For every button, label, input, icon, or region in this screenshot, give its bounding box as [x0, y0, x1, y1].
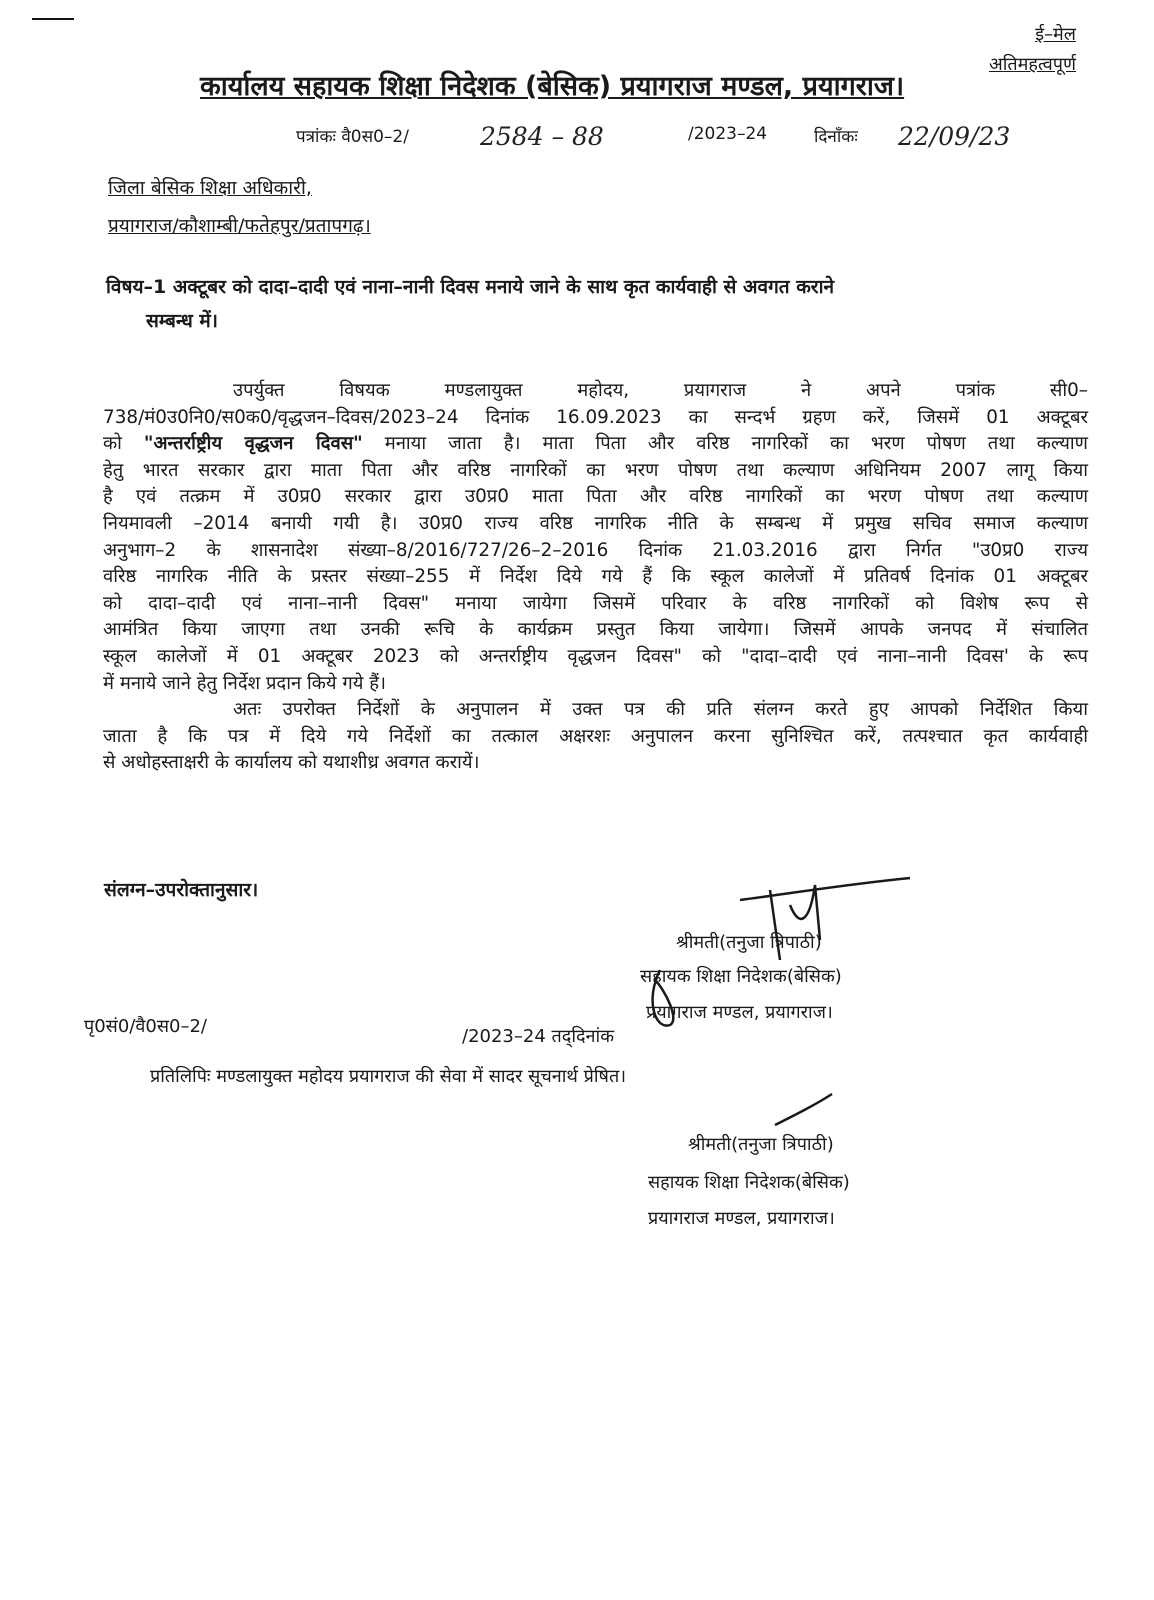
body-text: को: [103, 433, 122, 455]
margin-dash-mark: [32, 18, 74, 20]
handwritten-ref-number: 2584 – 88: [480, 122, 604, 151]
enclosure-note: संलग्न–उपरोक्तानुसार।: [104, 879, 259, 901]
body-line: नियमावली –2014 बनायी गयी है। उ0प्र0 राज्य वरिष्ठ नागरिक नीति के सम्बन्ध में प्रमुख सचिव समाज कल्याण: [103, 512, 1088, 534]
body-line: है एवं तत्क्रम में उ0प्र0 सरकार द्वारा उ0प्र0 माता पिता और वरिष्ठ नागरिकों का भरण पोषण तथा कल्याण: [103, 486, 1088, 508]
body-line: 738/मं0उ0नि0/स0क0/वृद्धजन–दिवस/2023–24 दिनांक 16.09.2023 का सन्दर्भ ग्रहण करें, जिसमें 01 अक्टूबर: [103, 406, 1088, 428]
body-line: अनुभाग–2 के शासनादेश संख्या–8/2016/727/26–2–2016 दिनांक 21.03.2016 द्वारा निर्गत "उ0प्र0 राज्य: [103, 539, 1088, 561]
signature-scribble-2: [770, 1090, 840, 1130]
subject-line: विषय–1 अक्टूबर को दादा–दादी एवं नाना–नानी दिवस मनाये जाने के साथ कृत कार्यवाही से अवगत कराने: [106, 276, 835, 298]
body-line: आमंत्रित किया जाएगा तथा उनकी रूचि के कार्यक्रम प्रस्तुत किया जायेगा। जिसमें आपके जनपद में संचालित: [103, 619, 1088, 641]
subject-continuation: सम्बन्ध में।: [146, 310, 218, 332]
handwritten-date: 22/09/23: [898, 122, 1011, 151]
body-line: हेतु भारत सरकार द्वारा माता पिता और वरिष्ठ नागरिकों का भरण पोषण तथा कल्याण अधिनियम 2007 लागू किया: [103, 459, 1088, 481]
addressee-title: जिला बेसिक शिक्षा अधिकारी,: [108, 177, 312, 199]
bold-phrase: "अन्तर्राष्ट्रीय वृद्धजन दिवस": [143, 433, 363, 455]
office-title: कार्यालय सहायक शिक्षा निदेशक (बेसिक) प्रयागराज मण्डल, प्रयागराज।: [200, 71, 905, 102]
body-line: को दादा–दादी एवं नाना–नानी दिवस" मनाया जायेगा जिसमें परिवार के वरिष्ठ नागरिकों को विशेष रूप से: [103, 592, 1088, 614]
priority-label: अतिमहत्वपूर्ण: [988, 54, 1076, 75]
signatory-name-2: श्रीमती(तनुजा त्रिपाठी): [688, 1134, 834, 1155]
ref-year: /2023–24: [688, 124, 768, 144]
subject: [106, 270, 1082, 338]
signatory-designation-1: सहायक शिक्षा निदेशक(बेसिक): [640, 966, 842, 987]
ref-prefix: पत्रांकः वै0स0–2/: [296, 127, 409, 147]
body-line: से अधोहस्ताक्षरी के कार्यालय को यथाशीध्र अवगत करायें।: [103, 752, 480, 774]
body-line: स्कूल कालेजों में 01 अक्टूबर 2023 को अन्तर्राष्ट्रीय वृद्धजन दिवस" को "दादा–दादी एवं नाना–नानी दिवस' के रूप: [103, 645, 1088, 667]
copy-year-date: /2023–24 तद्‌दिनांक: [462, 1026, 615, 1047]
addressee-districts: प्रयागराज/कौशाम्बी/फतेहपुर/प्रतापगढ़।: [108, 215, 371, 237]
copy-line: प्रतिलिपिः मण्डलायुक्त महोदय प्रयागराज की सेवा में सादर सूचनार्थ प्रेषित।: [150, 1066, 627, 1087]
signatory-name-1: श्रीमती(तनुजा त्रिपाठी): [676, 932, 822, 953]
signatory-place-1: प्रयागराज मण्डल, प्रयागराज।: [646, 1002, 833, 1023]
body-line: वरिष्ठ नागरिक नीति के प्रस्तर संख्या–255 में निर्देश दिये गये हैं कि स्कूल कालेजों में प्रतिवर्ष दिनांक 01 अक्टूबर: [103, 566, 1088, 588]
body-line: में मनाये जाने हेतु निर्देश प्रदान किये गये हैं।: [103, 672, 387, 694]
date-label: दिनाँकः: [814, 127, 858, 147]
body-line: उपर्युक्त विषयक मण्डलायुक्त महोदय, प्रयागराज ने अपने पत्रांक सी0–: [233, 380, 1088, 401]
letter-body: [103, 378, 1088, 777]
signatory-designation-2: सहायक शिक्षा निदेशक(बेसिक): [648, 1172, 850, 1193]
body-line: अतः उपरोक्त निर्देशों के अनुपालन में उक्त पत्र की प्रति संलग्न करते हुए आपको निर्देशित किया: [233, 699, 1088, 721]
email-label: ई–मेल: [1035, 24, 1076, 45]
copy-ref: पृ0सं0/वै0स0–2/: [84, 1016, 207, 1037]
body-line: जाता है कि पत्र में दिये गये निर्देशों का तत्काल अक्षरशः अनुपालन करना सुनिश्चित करें, तत्पश्चात कृत कार्यवाही: [103, 725, 1088, 747]
body-text: मनाया जाता है। माता पिता और वरिष्ठ नागरिकों का भरण पोषण तथा कल्याण: [384, 433, 1088, 455]
body-line: [103, 431, 1088, 458]
signatory-place-2: प्रयागराज मण्डल, प्रयागराज।: [648, 1208, 835, 1229]
